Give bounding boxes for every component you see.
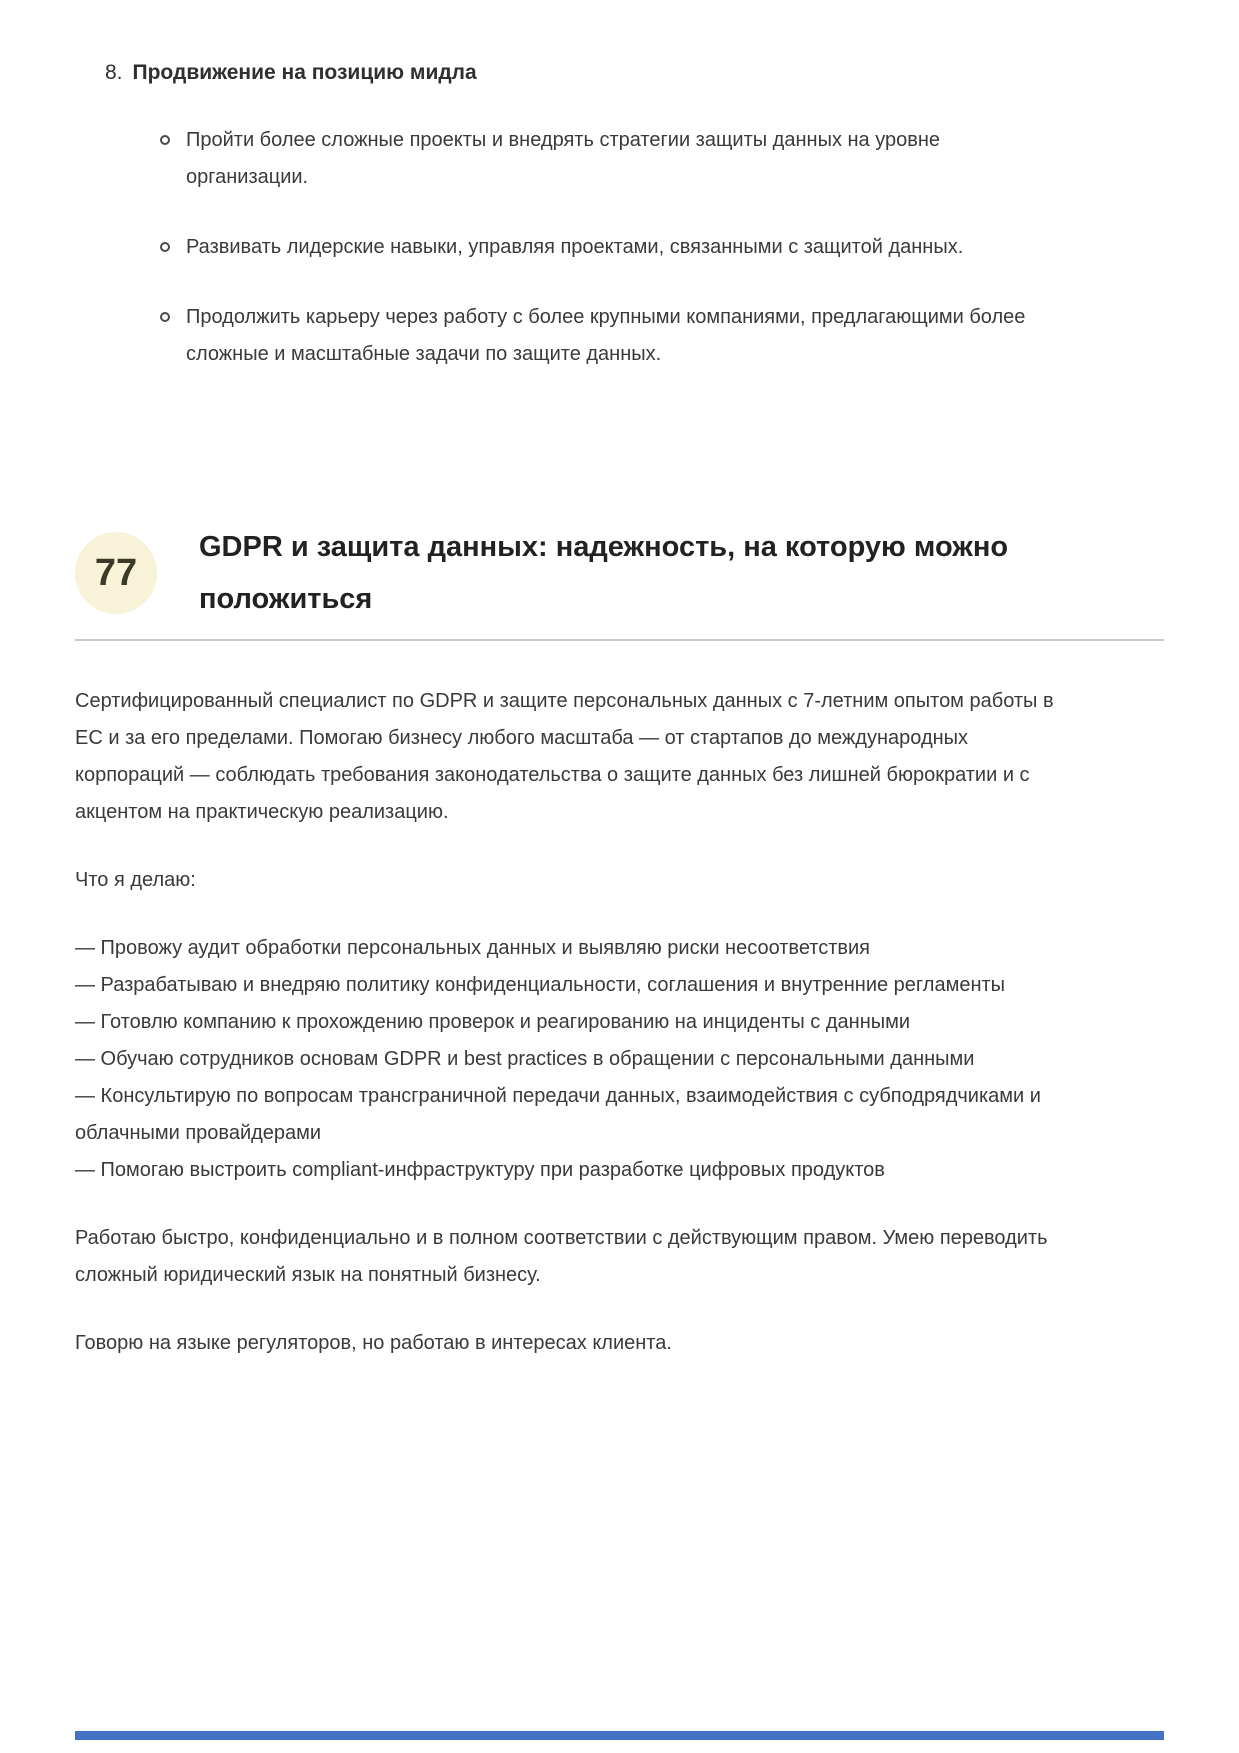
numbered-heading — [75, 58, 1164, 88]
section-header — [75, 521, 1164, 625]
bullet-text: Развивать лидерские навыки, управляя проектами, связанными с защитой данных. — [186, 236, 964, 258]
what-i-do-label: Что я делаю: — [75, 869, 196, 891]
list-title: Продвижение на позицию мидла — [132, 61, 477, 84]
section-title: GDPR и защита данных: надежность, на которую можно положиться — [199, 531, 1009, 615]
bullet-circle-icon — [160, 135, 170, 145]
intro-paragraph: Сертифицированный специалист по GDPR и защите персональных данных с 7-летним опытом работы в ЕС и за его пределами. Помогаю бизнесу любого масштаба — от стартапов до международных корпораций — соблюдать требования законодательства о защите данных без лишней бюрократии и с акцентом на практическую реализацию. — [75, 690, 1054, 823]
service-line: — Помогаю выстроить compliant-инфраструктуру при разработке цифровых продуктов — [75, 1159, 885, 1181]
section-divider — [75, 639, 1164, 641]
list-item — [75, 122, 1164, 196]
bullet-list — [75, 122, 1164, 373]
list-number: 8. — [105, 61, 123, 84]
list-item — [75, 299, 1164, 373]
services-block — [75, 930, 1080, 1189]
section-number-badge: 77 — [75, 532, 157, 614]
service-line: — Разрабатываю и внедряю политику конфиденциальности, соглашения и внутренние регламенты — [75, 974, 1006, 996]
bullet-circle-icon — [160, 312, 170, 322]
service-line: — Обучаю сотрудников основам GDPR и best practices в обращении с персональными данными — [75, 1048, 975, 1070]
bullet-text: Продолжить карьеру через работу с более крупными компаниями, предлагающими более сложные и масштабные задачи по защите данных. — [186, 306, 1026, 365]
service-line: — Провожу аудит обработки персональных данных и выявляю риски несоответствия — [75, 937, 870, 959]
closing-paragraph: Работаю быстро, конфиденциально и в полном соответствии с действующим правом. Умею переводить сложный юридический язык на понятный бизнесу. — [75, 1227, 1048, 1286]
final-paragraph: Говорю на языке регуляторов, но работаю в интересах клиента. — [75, 1332, 672, 1354]
list-item — [75, 229, 1164, 266]
service-line: — Готовлю компанию к прохождению проверок и реагированию на инциденты с данными — [75, 1011, 911, 1033]
bullet-text: Пройти более сложные проекты и внедрять стратегии защиты данных на уровне организации. — [186, 129, 941, 188]
bullet-circle-icon — [160, 242, 170, 252]
service-line: — Консультирую по вопросам трансграничной передачи данных, взаимодействия с субподрядчиками и облачными провайдерами — [75, 1085, 1041, 1144]
bottom-accent-bar — [75, 1731, 1164, 1740]
